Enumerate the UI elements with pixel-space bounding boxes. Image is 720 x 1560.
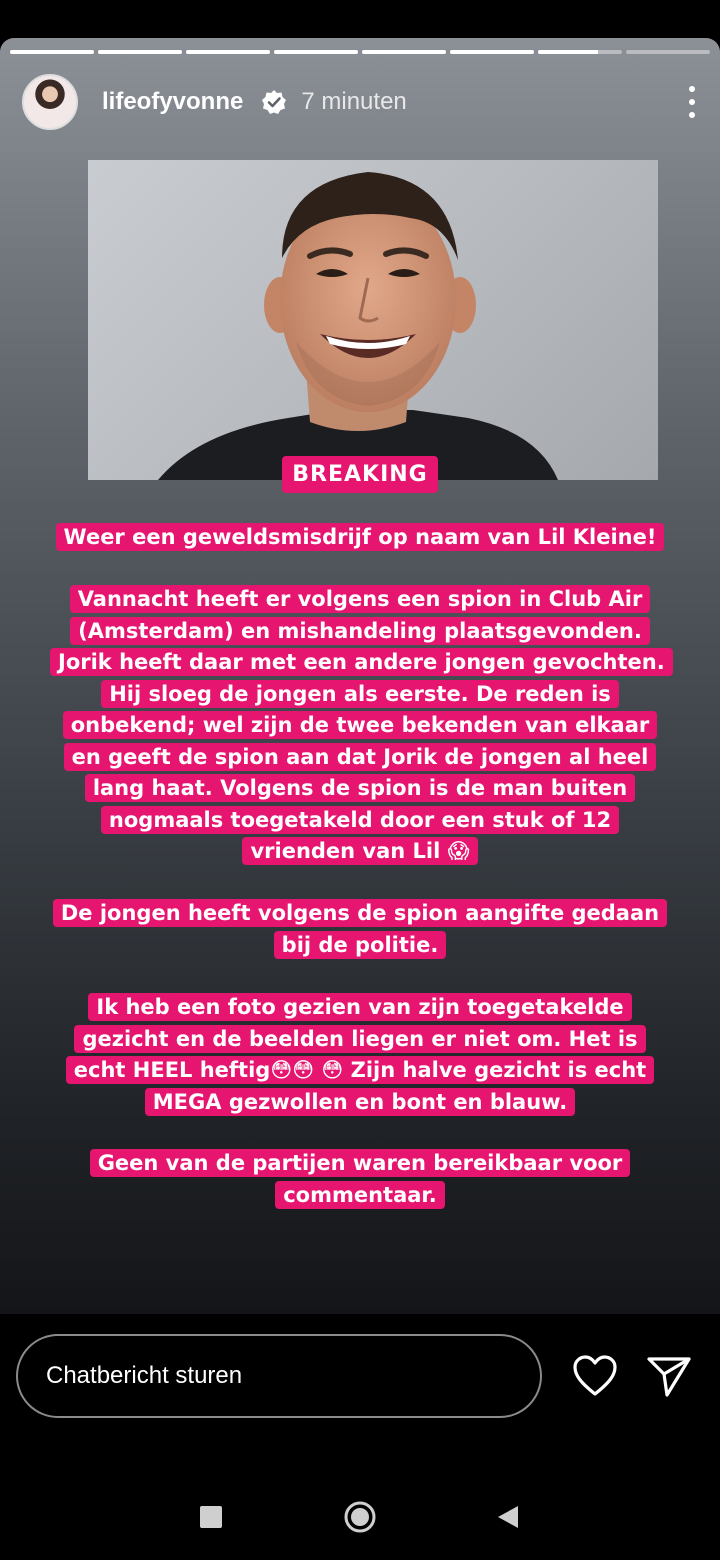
send-icon[interactable] [646,1354,692,1398]
story-headline: Weer een geweldsmisdrijf op naam van Lil Kleine! [56,523,665,551]
progress-segment [274,50,358,54]
progress-segment [98,50,182,54]
reply-bar [0,1314,720,1464]
story-paragraph-2: De jongen heeft volgens de spion aangifte gedaan bij de politie. [53,899,667,959]
story-progress-bar [10,50,710,54]
story-paragraph-3-block [50,992,670,1118]
more-vertical-icon[interactable] [686,86,698,118]
progress-segment [186,50,270,54]
progress-segment [10,50,94,54]
story-headline-block [50,522,670,554]
story-paragraph-4-block [50,1148,670,1211]
progress-segment-current [538,50,622,54]
recent-apps-icon[interactable] [200,1506,222,1528]
story-viewer[interactable] [0,38,720,1314]
story-paragraph-1-block [50,584,670,868]
heart-icon[interactable] [572,1354,618,1398]
story-paragraph-4: Geen van de partijen waren bereikbaar voor commentaar. [90,1149,631,1209]
story-paragraph-1: Vannacht heeft er volgens een spion in Club Air (Amsterdam) en mishandeling plaatsgevonden. Jorik heeft daar met een andere jongen gevochten. Hij sloeg de jongen als eerste. De reden is onbekend; wel zijn de twee bekenden van elkaar en geeft de spion aan dat Jorik de jongen al heel lang haat. Volgens de spion is de man buiten nogmaals toegetakeld door een stuk of 12 vrienden van Lil 😱 [50,585,673,865]
story-photo [88,160,658,480]
progress-segment [626,50,710,54]
home-icon[interactable] [343,1500,377,1534]
avatar[interactable] [22,74,78,130]
username[interactable]: lifeofyvonne [102,88,244,115]
story-paragraph-3: Ik heb een foto gezien van zijn toegetakelde gezicht en de beelden liegen er niet om. Het is echt HEEL heftig😳😳 😳 Zijn halve gezicht is echt MEGA gezwollen en bont en blauw. [66,993,654,1116]
breaking-label-wrap [0,456,720,493]
breaking-label: BREAKING [282,456,437,493]
back-icon[interactable] [496,1504,520,1530]
system-nav-bar [0,1464,720,1560]
progress-segment [362,50,446,54]
chat-message-input[interactable] [16,1334,542,1418]
story-header [22,72,698,132]
verified-badge-icon [261,89,287,115]
story-paragraph-2-block [50,898,670,961]
post-time: 7 minuten [301,88,407,115]
progress-segment [450,50,534,54]
chat-message-placeholder: Chatbericht sturen [46,1362,243,1389]
